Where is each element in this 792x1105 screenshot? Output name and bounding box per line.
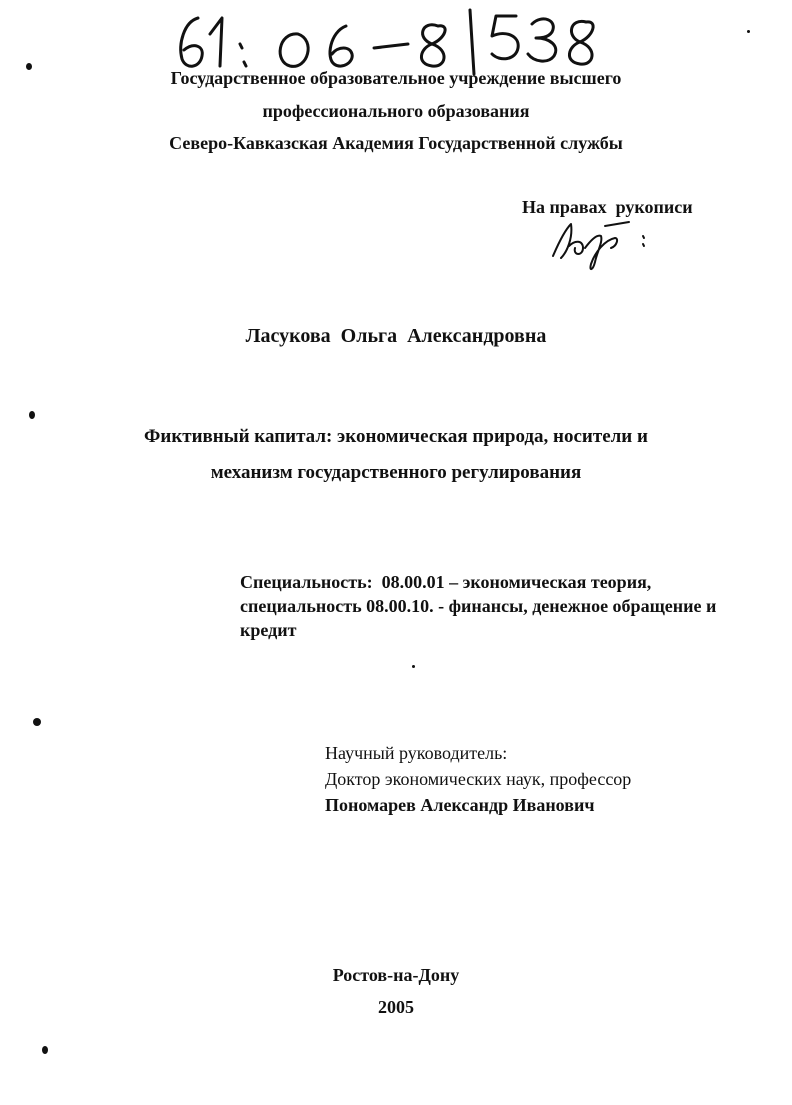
scan-speck bbox=[747, 30, 750, 33]
institution-line-3: Северо-Кавказская Академия Государственной службы bbox=[169, 133, 623, 153]
institution-line-2: профессионального образования bbox=[262, 101, 530, 121]
thesis-title-line-1: Фиктивный капитал: экономическая природа, носители и bbox=[144, 426, 648, 447]
year: 2005 bbox=[378, 997, 414, 1017]
specialty-line-1: Специальность: 08.00.01 – экономическая теория, bbox=[240, 572, 652, 592]
author-signature bbox=[545, 212, 655, 274]
author-name: Ласукова Ольга Александровна bbox=[245, 325, 547, 347]
advisor-degree: Доктор экономических наук, профессор bbox=[325, 769, 632, 789]
archive-number-handwritten bbox=[170, 4, 610, 76]
specialty-block bbox=[240, 570, 760, 642]
scan-speck bbox=[29, 411, 35, 419]
advisor-name: Пономарев Александр Иванович bbox=[325, 795, 595, 815]
scan-speck bbox=[33, 718, 41, 726]
city: Ростов-на-Дону bbox=[332, 965, 460, 985]
specialty-line-3: кредит bbox=[240, 620, 297, 640]
advisor-block bbox=[325, 740, 631, 818]
institution-line-1: Государственное образовательное учреждение высшего bbox=[170, 68, 622, 88]
scan-speck bbox=[412, 665, 415, 668]
thesis-title-line-2: механизм государственного регулирования bbox=[210, 462, 582, 483]
manuscript-rights: На правах рукописи bbox=[522, 197, 693, 217]
specialty-line-2: специальность 08.00.10. - финансы, денежное обращение и bbox=[240, 596, 717, 616]
scan-speck bbox=[42, 1046, 48, 1054]
advisor-label: Научный руководитель: bbox=[325, 743, 508, 763]
